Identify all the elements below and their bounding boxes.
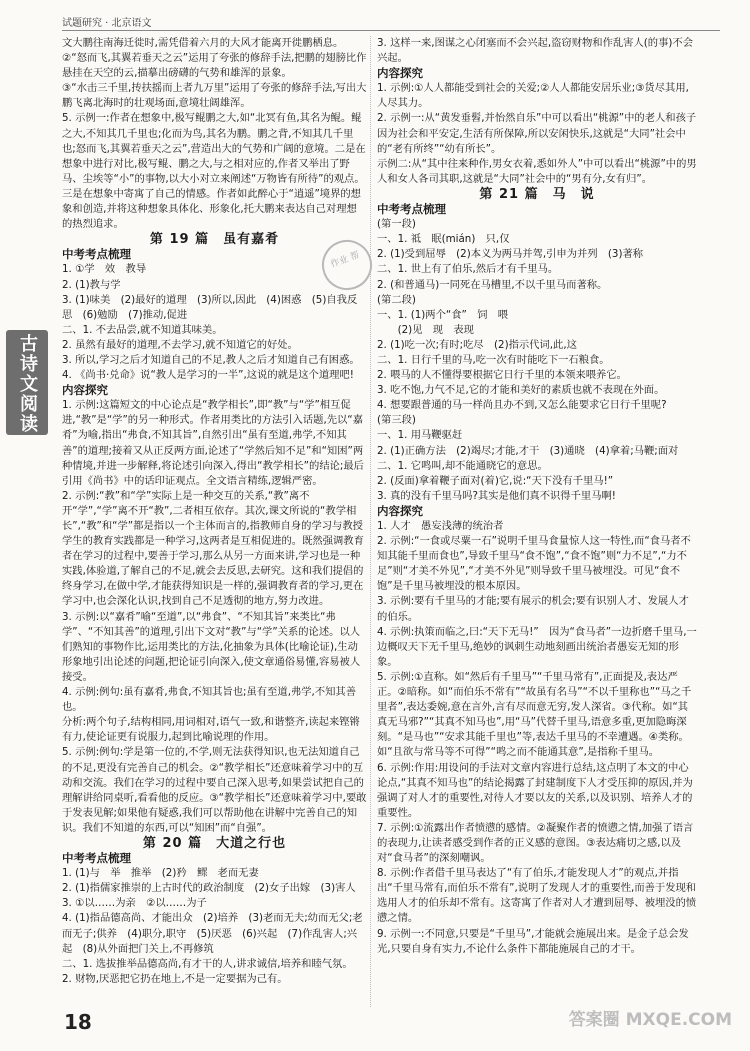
answer-paragraph: 2. (1)受到屈辱 (2)本义为两马并驾,引申为并列 (3)著称 xyxy=(377,248,644,261)
answer-paragraph: (第一段) xyxy=(377,218,416,231)
answer-paragraph: 2. (反面)拿着鞭子面对(着)它,说:“天下没有千里马!” xyxy=(377,474,614,487)
answer-paragraph: 二、1. 选拔推举品德高尚,有才干的人,讲求诚信,培养和睦气氛。 xyxy=(62,957,353,970)
left-column xyxy=(62,36,367,987)
answer-paragraph: 5. 示例:①直称。如“然后有千里马”“千里马常有”,正面提及,表达严正。②暗称。如“而伯乐不常有”“故虽有名马”“不以千里称也”“马之千里者”,表达委婉,意在言外,言有尽而意无穷,发人深省。③代称。如“其真无马邪?”“其真不知马也”,用“马”代替千里马,语意多重,更加隐晦深刻。“是马也”“安求其能千里也”等,表达千里马的不幸遭遇。④类称。如“且欲与常马等不可得”“鸣之而不能通其意”,是指称千里马。 xyxy=(377,670,692,759)
answer-paragraph: 2. 示例:“教”和“学”实际上是一种交互的关系,“教”离不开“学”,“学”离不开“教”,二者相互依存。其次,课文所说的“教学相长”,“教”和“学”都是指以一个主体而言的,指教师自身的学习与教授学生的教育实践都是一种学习,这两者是互相促进的。既然强调教育者在学习的过程中,要善于学习,那么从另一方面来讲,学习也是一种实践,体验道,了解自己的不足,就会去反思,去研究。这和我们提倡的终身学习,在做中学,才能获得知识是一样的,强调教育者的学习,更在学习中,也会深化认识,找到自己不足透彻的地方,努力改进。 xyxy=(62,489,364,608)
section-heading: 内容探究 xyxy=(62,383,108,398)
answer-paragraph: 3. (1)味美 (2)最好的道理 (3)所以,因此 (4)困惑 (5)自我反思 (6)勉励 (7)推动,促进 xyxy=(62,293,358,321)
answer-paragraph: 3. 吃不饱,力气不足,它的才能和美好的素质也就不表现在外面。 xyxy=(377,384,665,397)
section-heading: 中考考点梳理 xyxy=(377,202,446,217)
answer-paragraph: 2. 财物,厌恶把它扔在地上,不是一定要据为己有。 xyxy=(62,972,288,985)
answer-paragraph: 二、1. 日行千里的马,吃一次有时能吃下一石粮食。 xyxy=(377,353,610,366)
section-heading: 内容探究 xyxy=(377,66,423,81)
section-tab-label: 古诗文阅读 xyxy=(17,334,38,434)
answer-paragraph: 2. (1)教与学 xyxy=(62,278,121,291)
answer-paragraph: 一、1. 用马鞭驱赶 xyxy=(377,429,463,442)
answer-paragraph: 文大鹏往南海迁徙时,需凭借着六月的大风才能离开徙鹏栖息。 xyxy=(62,37,344,49)
answer-paragraph: 二、1. 它鸣叫,却不能通晓它的意思。 xyxy=(377,459,548,472)
answer-paragraph: 2. 虽然有最好的道理,不去学习,就不知道它的好处。 xyxy=(62,338,298,351)
answer-paragraph: 分析:两个句子,结构相同,用词相对,语气一致,和谐整齐,读起来铿锵有力,使论证更有说服力,起到比喻说理的作用。 xyxy=(62,716,360,744)
answer-paragraph: 1. (1)与 举 推举 (2)矜 鳏 老而无妻 xyxy=(62,867,259,880)
answer-paragraph: 示例二:从“其中往来种作,男女衣着,悉如外人”中可以看出“桃源”中的男人和女人各司其职,这就是“大同”社会中的“男有分,女有归”。 xyxy=(377,157,697,185)
answer-paragraph: ③“水击三千里,抟扶摇而上者九万里”运用了夸张的修辞手法,写出大鹏飞离北海时的壮观场面,意境壮阔雄浑。 xyxy=(62,82,367,110)
answer-paragraph: 二、1. 世上有了伯乐,然后才有千里马。 xyxy=(377,263,559,276)
answer-paragraph: 2. (1)正确方法 (2)竭尽;才能,才干 (3)通晓 (4)拿着;马鞭;面对 xyxy=(377,444,679,457)
section-tab xyxy=(6,330,48,435)
answer-paragraph: 2. 示例一:从“黄发垂髫,并怡然自乐”中可以看出“桃源”中的老人和孩子因为社会和平安定,生活有所保障,所以安闲快乐,这就是“大同”社会中的“老有所终”“幼有所长”。 xyxy=(377,112,697,155)
section-heading: 中考考点梳理 xyxy=(62,851,131,866)
passage-title: 第 20 篇 大道之行也 xyxy=(142,835,287,851)
answer-paragraph: 5. 示例一:作者在想象中,极写鲲鹏之大,如“北冥有鱼,其名为鲲。鲲之大,不知其几千里也;化而为鸟,其名为鹏。鹏之背,不知其几千里也;怒而飞,其翼若垂天之云”,营造出大的气势和广阔的意境。二是在想象中进行对比,极写鲲、鹏之大,与之相对应的,作者又举出了野马、尘埃等“小”的事物,以大小对立来阐述“万物皆有所待”的观点。三是在想象中寄寓了自己的情感。作者如此醉心于“逍遥”境界的想象和创造,并将这种想象具体化、形象化,托大鹏来表达自己对理想的热烈追求。 xyxy=(62,112,366,231)
answer-paragraph: 3. 示例:以“嘉肴”喻“至道”,以“弗食”、“不知其旨”来类比“弗学”、“不知其善”的道理,引出下文对“教”与“学”关系的论述。以人们熟知的事物作比,运用类比的方法,化抽象为具体(比喻论证),生动形象地引出论述的问题,把论证引向深入,使文章通俗易懂,容易被人接受。 xyxy=(62,610,361,683)
answer-paragraph: 4. 示例:执策而临之,曰:“天下无马!” 因为“食马者”一边折磨千里马,一边概叹天下无千里马,绝妙的讽刺生动地刻画出统治者愚妄无知的形象。 xyxy=(377,625,697,668)
stamp-seal: 作业 帮 xyxy=(315,233,379,297)
answer-paragraph: 4. 《尚书·兑命》说“教人是学习的一半”,这说的就是这个道理吧! xyxy=(62,369,354,382)
answer-paragraph: 7. 示例:①流露出作者愤懑的感情。②凝聚作者的愤懑之情,加强了语言的表现力,让读者感受到作者的正义感的意图。③表达痛切之感,以及对“食马者”的深刻嘲讽。 xyxy=(377,821,694,865)
answer-paragraph: 一、1. (1)两个“食” 饲 喂 xyxy=(377,308,509,321)
answer-paragraph: 二、1. 不去品尝,就不知道其味美。 xyxy=(62,323,223,336)
answer-paragraph: 3. 所以,学习之后才知道自己的不足,教人之后才知道自己有困惑。 xyxy=(62,353,360,366)
answer-paragraph: 4. 示例:例句:虽有嘉肴,弗食,不知其旨也;虽有至道,弗学,不知其善也。 xyxy=(62,686,357,714)
section-heading: 中考考点梳理 xyxy=(62,247,131,262)
answer-paragraph: 3. 这样一来,图谋之心闭塞而不会兴起,盗窃财物和作乱害人(的事)不会兴起。 xyxy=(377,37,693,65)
answer-paragraph: 2. (1)指儒家推崇的上古时代的政治制度 (2)女子出嫁 (3)害人 xyxy=(62,882,356,895)
answer-paragraph: 2. 喂马的人不懂得要根据它日行千里的本领来喂养它。 xyxy=(377,369,627,382)
answer-paragraph: 4. (1)指品德高尚、才能出众 (2)培养 (3)老而无夫;幼而无父;老而无子;供养 (4)职分,职守 (5)厌恶 (6)兴起 (7)作乱害人;兴起 (8)从外面把门关上,不再修筑 xyxy=(62,912,363,955)
answer-paragraph: (第二段) xyxy=(377,293,416,306)
page-number: 18 xyxy=(64,1010,92,1034)
answer-paragraph: 2. 示例:“一食或尽粟一石”说明千里马食量惊人这一特性,而“食马者不知其能千里而食也”,导致千里马“食不饱”,“食不饱”则“力不足”,“力不足”则“才美不外见”,“才美不外见”则导致千里马被埋没。可见“食不饱”是千里马被埋没的根本原因。 xyxy=(377,535,691,593)
answer-paragraph: 1. 示例:①人人都能受到社会的关爱;②人人都能安居乐业;③货尽其用,人尽其力。 xyxy=(377,82,689,110)
answer-paragraph: 4. 想要跟普通的马一样尚且办不到,又怎么能要求它日行千里呢? xyxy=(377,399,667,412)
answer-paragraph: 1. ①学 效 教导 xyxy=(62,263,147,276)
answer-paragraph: 1. 示例:这篇短文的中心论点是“教学相长”,即“教”与“学”相互促进,“教”是“学”的另一种形式。作者用类比的方法引入话题,先以“嘉肴”为喻,指出“弗食,不知其旨”,自然引出“虽有至道,弗学,不知其善”的道理;接着又从正反两方面,论述了“学然后知不足”和“知困”两种情境,并进一步解释,将论述引向深入,得出“教学相长”的结论;最后引用《尚书》中的话印证观点。全文语言精练,逻辑严密。 xyxy=(62,399,364,487)
passage-title: 第 21 篇 马 说 xyxy=(479,186,595,202)
answer-paragraph: 3. 真的没有千里马吗?其实是他们真不识得千里马啊! xyxy=(377,489,616,502)
answer-paragraph: ②“怒而飞,其翼若垂天之云”运用了夸张的修辞手法,把鹏的翅膀比作悬挂在天空的云,描摹出磅礴的气势和雄浑的景象。 xyxy=(62,52,367,80)
watermark: 答案圈 MXQE.COM xyxy=(568,1010,732,1030)
answer-paragraph: 8. 示例:作者借千里马表达了“有了伯乐,才能发现人才”的观点,并指出“千里马常有,而伯乐不常有”,说明了发现人才的重要性,而善于发现和选用人才的伯乐却不常有。这寄寓了作者对人才遭到屈辱、被埋没的愤懑之情。 xyxy=(377,867,697,925)
answer-paragraph: (第三段) xyxy=(377,414,416,427)
answer-paragraph: 一、1. 祗 眠(mián) 只,仅 xyxy=(377,233,510,246)
answer-paragraph: 3. 示例:要有千里马的才能;要有展示的机会;要有识别人才、发展人才的伯乐。 xyxy=(377,595,689,623)
answer-paragraph: 3. ①以……为亲 ②以……为子 xyxy=(62,897,207,910)
answer-paragraph: 2. (1)吃一次;有时;吃尽 (2)指示代词,此,这 xyxy=(377,338,577,351)
right-column xyxy=(377,36,697,957)
header-rule xyxy=(62,30,720,31)
answer-paragraph: 5. 示例:例句:学是第一位的,不学,则无法获得知识,也无法知道自己的不足,更没有完善自己的机会。②“教学相长”还意味着学习中的互动和交流。我们在学习的过程中要自己深入思考,如果尝试把自己的理解讲给同桌听,看看他的反应。③“教学相长”还意味着学习中,要敢于发表见解;如果他有疑惑,我们可以帮助他在讲解中完善自己的知识。我们不知道的东西,可以“知困”而“自强”。 xyxy=(62,746,367,834)
section-heading: 内容探究 xyxy=(377,503,423,518)
answer-paragraph: 6. 示例:作用:用设问的手法对文章内容进行总结,这点明了本文的中心论点,“其真不知马也”的结论揭露了封建制度下人才受压抑的原因,并为强调了对人才的重要性,对待人才要以友的关系,以及识别、培养人才的重要性。 xyxy=(377,761,693,819)
column-divider xyxy=(370,36,371,1007)
answer-paragraph: 1. 人才 愚妄浅薄的统治者 xyxy=(377,520,504,532)
passage-title: 第 19 篇 虽有嘉肴 xyxy=(149,232,280,248)
running-header: 试题研究 · 北京语文 xyxy=(62,18,152,29)
answer-paragraph: 2. (和普通马)一同死在马槽里,不以千里马而著称。 xyxy=(377,278,608,291)
answer-paragraph: (2)见 现 表现 xyxy=(377,323,474,336)
answer-paragraph: 9. 示例一:不同意,只要是“千里马”,才能就会施展出来。是金子总会发光,只要自身有实力,不论什么条件下都能施展自己的才干。 xyxy=(377,927,689,955)
